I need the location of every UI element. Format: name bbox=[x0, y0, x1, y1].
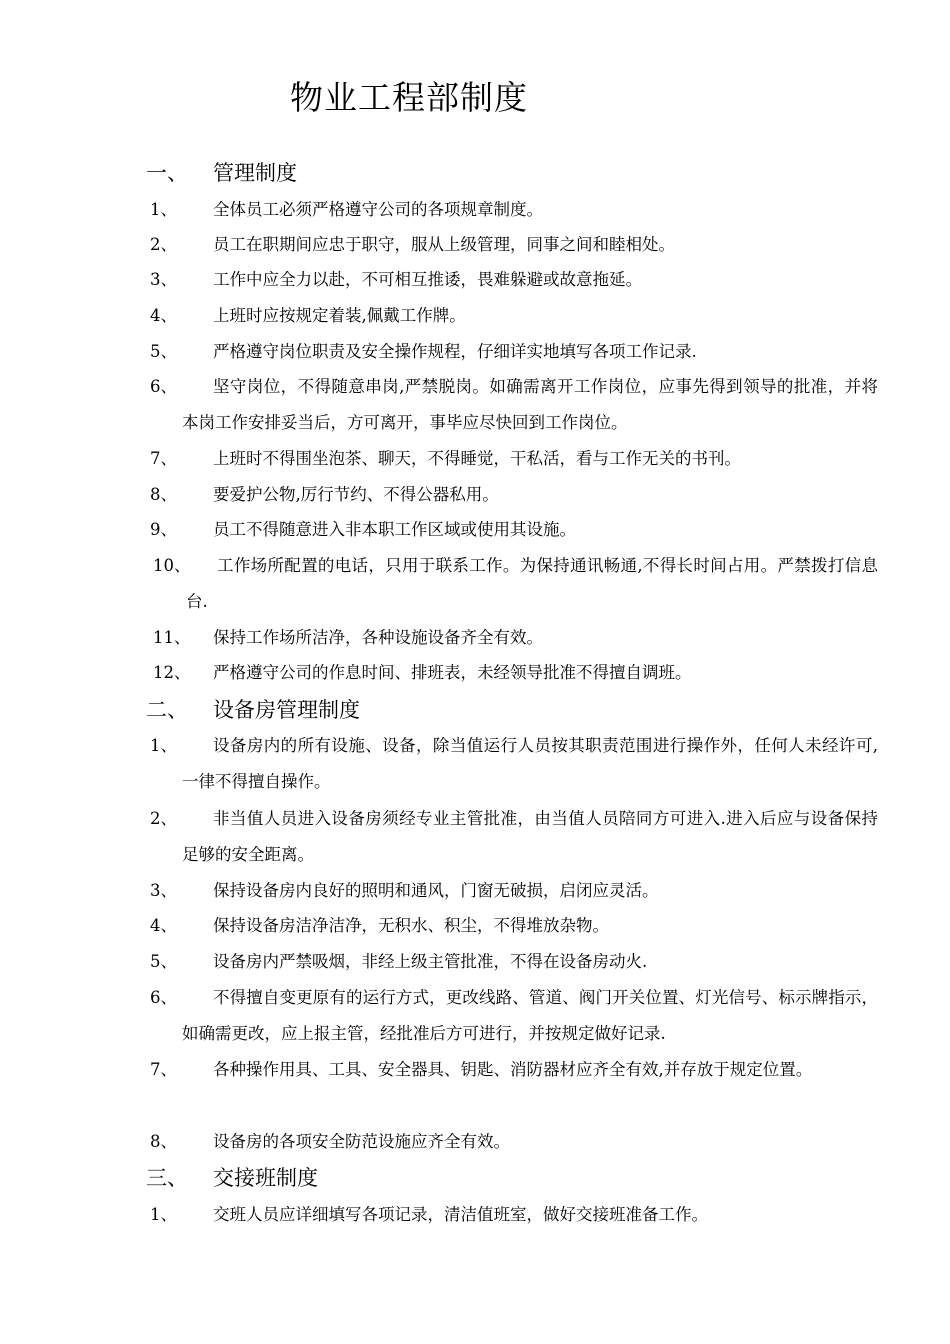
document-title: 物业工程部制度 bbox=[290, 78, 528, 117]
item-text: 保持设备房内良好的照明和通风，门窗无破损，启闭应灵活。 bbox=[213, 881, 659, 900]
item-text: 设备房内严禁吸烟，非经上级主管批准，不得在设备房动火. bbox=[213, 952, 648, 971]
item-text: 保持工作场所洁净，各种设施设备齐全有效。 bbox=[213, 628, 543, 647]
item-number: 6、 bbox=[150, 988, 177, 1007]
item-number: 4、 bbox=[150, 916, 177, 935]
item-number: 1、 bbox=[150, 736, 177, 755]
item-number: 8、 bbox=[150, 485, 177, 504]
item-number: 5、 bbox=[150, 952, 177, 971]
section-number: 三、 bbox=[146, 1166, 188, 1190]
item-text: 不得擅自变更原有的运行方式，更改线路、管道、阀门开关位置、灯光信号、标示牌指示，如确需更改，应上报主管，经批准后方可进行，并按规定做好记录. bbox=[182, 988, 878, 1043]
item-text: 各种操作用具、工具、安全器具、钥匙、消防器材应齐全有效,并存放于规定位置。 bbox=[213, 1060, 813, 1079]
section-title: 管理制度 bbox=[213, 161, 297, 185]
item-number: 12、 bbox=[153, 663, 191, 682]
item-number: 9、 bbox=[150, 520, 177, 539]
item-text: 员工不得随意进入非本职工作区域或使用其设施。 bbox=[213, 520, 576, 539]
item-text: 上班时应按规定着装,佩戴工作牌。 bbox=[213, 306, 466, 325]
item-text: 工作场所配置的电话，只用于联系工作。为保持通讯畅通,不得长时间占用。严禁拨打信息台. bbox=[186, 556, 878, 611]
item-text: 保持设备房洁净洁净，无积水、积尘，不得堆放杂物。 bbox=[213, 916, 609, 935]
section-title: 设备房管理制度 bbox=[213, 698, 360, 722]
item-text: 设备房的各项安全防范设施应齐全有效。 bbox=[213, 1132, 510, 1151]
item-number: 2、 bbox=[150, 235, 177, 254]
item-number: 1、 bbox=[150, 200, 177, 219]
item-number: 3、 bbox=[150, 270, 177, 289]
item-text: 全体员工必须严格遵守公司的各项规章制度。 bbox=[213, 200, 543, 219]
item-text: 交班人员应详细填写各项记录，清洁值班室，做好交接班准备工作。 bbox=[213, 1205, 708, 1224]
section-number: 二、 bbox=[146, 698, 188, 722]
item-number: 7、 bbox=[150, 1060, 177, 1079]
item-text: 上班时不得围坐泡茶、聊天，不得睡觉，干私活，看与工作无关的书刊。 bbox=[213, 449, 741, 468]
item-text: 坚守岗位，不得随意串岗,严禁脱岗。如确需离开工作岗位，应事先得到领导的批准，并将本岗工作安排妥当后，方可离开，事毕应尽快回到工作岗位。 bbox=[182, 377, 878, 432]
item-number: 10、 bbox=[153, 556, 191, 575]
item-number: 7、 bbox=[150, 449, 177, 468]
item-number: 8、 bbox=[150, 1132, 177, 1151]
item-number: 5、 bbox=[150, 342, 177, 361]
item-number: 2、 bbox=[150, 809, 177, 828]
section-title: 交接班制度 bbox=[213, 1166, 318, 1190]
item-text: 非当值人员进入设备房须经专业主管批准，由当值人员陪同方可进入.进入后应与设备保持足够的安全距离。 bbox=[182, 809, 878, 864]
item-text: 严格遵守公司的作息时间、排班表，未经领导批准不得擅自调班。 bbox=[213, 663, 692, 682]
item-number: 11、 bbox=[153, 628, 191, 647]
item-text: 设备房内的所有设施、设备，除当值运行人员按其职责范围进行操作外，任何人未经许可,一律不得擅自操作。 bbox=[182, 736, 878, 791]
item-text: 员工在职期间应忠于职守，服从上级管理，同事之间和睦相处。 bbox=[213, 235, 675, 254]
item-number: 4、 bbox=[150, 306, 177, 325]
item-text: 工作中应全力以赴，不可相互推诿，畏难躲避或故意拖延。 bbox=[213, 270, 642, 289]
item-text: 严格遵守岗位职责及安全操作规程，仔细详实地填写各项工作记录. bbox=[213, 342, 697, 361]
section-number: 一、 bbox=[146, 161, 188, 185]
item-number: 1、 bbox=[150, 1205, 177, 1224]
item-number: 6、 bbox=[150, 377, 177, 396]
item-number: 3、 bbox=[150, 881, 177, 900]
item-text: 要爱护公物,厉行节约、不得公器私用。 bbox=[213, 485, 499, 504]
